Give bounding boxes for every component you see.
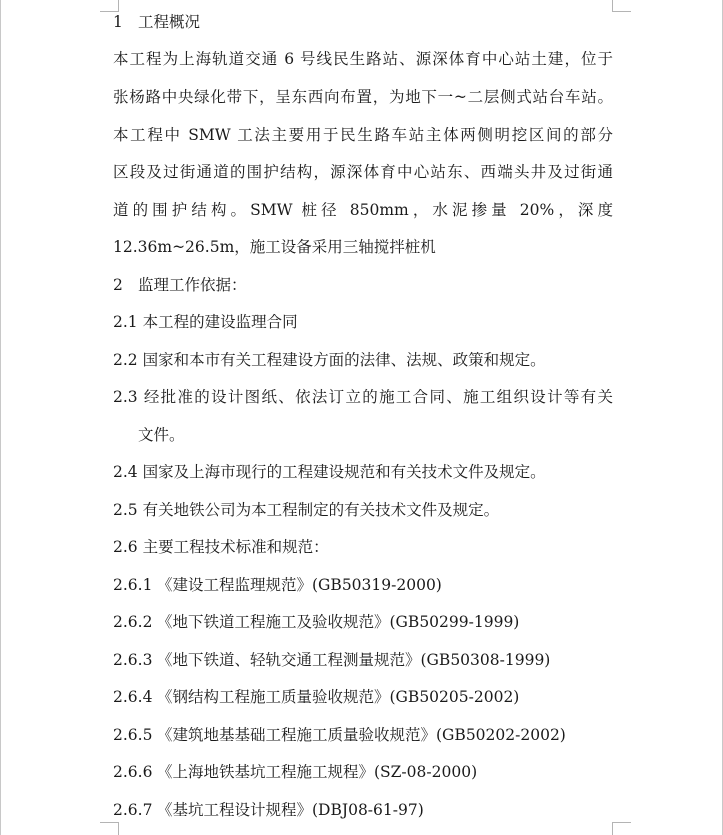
standard-number: 2.6.6 [113,763,153,781]
margin-corner-top-right [612,0,631,12]
standard-number: 2.6.5 [113,726,153,744]
margin-corner-bottom-left [100,822,119,835]
standard-title: 《上海地铁基坑工程施工规程》(SZ-08-2000) [157,763,478,781]
standard-title: 《基坑工程设计规程》(DBJ08-61-97) [157,801,424,819]
section-1-number: 1 [113,13,123,31]
standard-item [113,686,613,708]
basis-item: 2.3 经批准的设计图纸、依法订立的施工合同、施工组织设计等有关 [113,388,613,406]
standard-item [113,611,613,633]
standard-title: 《地下铁道、轻轨交通工程测量规范》(GB50308-1999) [157,651,551,669]
basis-item: 2.1 本工程的建设监理合同 [113,313,298,331]
basis-item-continuation: 文件。 [138,426,185,444]
standard-title: 《建筑地基基础工程施工质量验收规范》(GB50202-2002) [157,726,566,744]
section-1-title: 工程概况 [138,13,201,31]
page-border-left [0,0,1,835]
paragraph-1-line-6: 12.36m~26.5m，施工设备采用三轴搅拌桩机 [113,238,436,256]
standard-item [113,724,613,746]
paragraph-1-line-4: 区段及过街通道的围护结构，源深体育中心站东、西端头井及过街通 [113,163,613,181]
standard-number: 2.6.1 [113,576,153,594]
basis-item: 2.6 主要工程技术标准和规范： [113,538,329,556]
standard-number: 2.6.4 [113,688,153,706]
paragraph-1-line-2: 张杨路中央绿化带下，呈东西向布置，为地下一~二层侧式站台车站。 [113,88,613,106]
section-1-heading [113,11,613,33]
basis-item: 2.2 国家和本市有关工程建设方面的法律、法规、政策和规定。 [113,351,546,369]
paragraph-1-line-1: 本工程为上海轨道交通 6 号线民生路站、源深体育中心站土建，位于 [113,50,613,68]
basis-item: 2.4 国家及上海市现行的工程建设规范和有关技术文件及规定。 [113,463,546,481]
standard-item [113,649,613,671]
standard-number: 2.6.7 [113,801,153,819]
section-2-number: 2 [113,276,123,294]
section-2-title: 监理工作依据： [138,276,247,294]
standard-title: 《钢结构工程施工质量验收规范》(GB50205-2002) [157,688,520,706]
paragraph-1-line-3: 本工程中 SMW 工法主要用于民生路车站主体两侧明挖区间的部分 [113,126,613,144]
standard-number: 2.6.2 [113,613,153,631]
standard-item [113,761,613,783]
standard-title: 《地下铁道工程施工及验收规范》(GB50299-1999) [157,613,520,631]
standard-item [113,574,613,596]
standard-number: 2.6.3 [113,651,153,669]
basis-item: 2.5 有关地铁公司为本工程制定的有关技术文件及规定。 [113,501,500,519]
paragraph-1-line-5: 道的围护结构。SMW 桩径 850mm，水泥掺量 20%，深度 [113,201,613,219]
standard-item [113,799,613,821]
section-2-heading [113,274,613,296]
standard-title: 《建设工程监理规范》(GB50319-2000) [157,576,442,594]
margin-corner-bottom-right [612,822,631,835]
